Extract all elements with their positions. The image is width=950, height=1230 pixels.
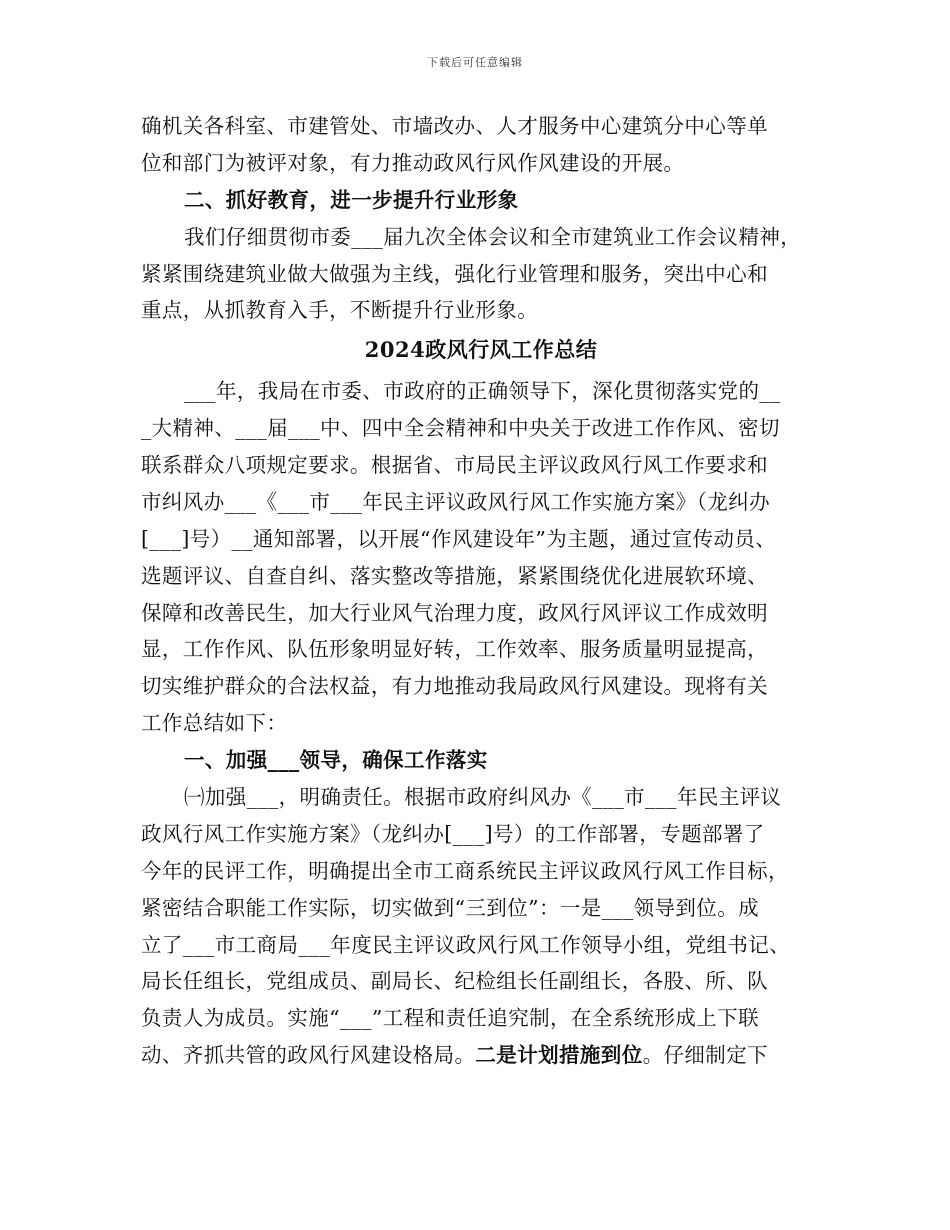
paragraph-line: 我们仔细贯彻市委___届九次全体会议和全市建筑业工作会议精神， (184, 224, 802, 249)
line-text: 动、齐抓共管的政风行风建设格局。 (141, 1043, 476, 1068)
paragraph-line: 工作总结如下： (141, 711, 288, 736)
paragraph-line: ___年，我局在市委、市政府的正确领导下，深化贯彻落实党的__ (184, 379, 781, 404)
paragraph-line: 显，工作作风、队伍形象明显好转，工作效率、服务质量明显提高， (141, 637, 768, 662)
paragraph-line: 局长任组长，党组成员、副局长、纪检组长任副组长，各股、所、队 (141, 969, 768, 994)
paragraph-line: 切实维护群众的合法权益，有力地推动我局政风行风建设。现将有关 (141, 674, 768, 699)
paragraph-line: 联系群众八项规定要求。根据省、市局民主评议政风行风工作要求和 (141, 453, 768, 478)
paragraph-line: 立了___市工商局___年度民主评议政风行风工作领导小组，党组书记、 (141, 932, 791, 957)
paragraph-line: _大精神、___届___中、四中全会精神和中央关于改进工作作风、密切 (141, 416, 780, 441)
paragraph-line: 选题评议、自查自纠、落实整改等措施，紧紧围绕优化进展软环境、 (141, 563, 768, 588)
paragraph-line-mixed (141, 1037, 821, 1074)
paragraph-line: 负责人为成员。实施“___”工程和责任追究制，在全系统形成上下联 (141, 1006, 760, 1031)
document-body (141, 108, 821, 1074)
section-heading: 一、加强___领导，确保工作落实 (184, 748, 488, 773)
line-text: 。仔细制定下 (642, 1043, 769, 1068)
paragraph-line: 确机关各科室、市建管处、市墙改办、人才服务中心建筑分中心等单 (141, 114, 768, 138)
paragraph-line: 市纠风办___《___市___年民主评议政风行风工作实施方案》（龙纠办 (141, 489, 770, 514)
paragraph-line: 今年的民评工作，明确提出全市工商系统民主评议政风行风工作目标， (141, 858, 789, 883)
bold-phrase: 二是计划措施到位 (475, 1043, 643, 1068)
paragraph-line: 紧紧围绕建筑业做大做强为主线，强化行业管理和服务，突出中心和 (141, 261, 768, 286)
document-title: 2024政风行风工作总结 (364, 337, 598, 363)
section-heading: 二、抓好教育，进一步提升行业形象 (184, 187, 519, 212)
paragraph-line: 紧密结合职能工作实际，切实做到“三到位”：一是___领导到位。成 (141, 895, 760, 920)
page-header: 下载后可任意编辑 (427, 56, 523, 69)
paragraph-line: 保障和改善民生，加大行业风气治理力度，政风行风评议工作成效明 (141, 600, 768, 625)
paragraph-line: 位和部门为被评对象，有力推动政风行风作风建设的开展。 (141, 150, 685, 175)
paragraph-line: [___]号）__通知部署，以开展“作风建设年”为主题，通过宣传动员、 (141, 526, 777, 551)
paragraph-line: 政风行风工作实施方案》（龙纠办[___]号）的工作部署，专题部署了 (141, 821, 765, 846)
paragraph-line: 重点，从抓教育入手，不断提升行业形象。 (141, 298, 539, 323)
paragraph-line: ㈠加强___，明确责任。根据市政府纠风办《___市___年民主评议 (184, 785, 782, 810)
